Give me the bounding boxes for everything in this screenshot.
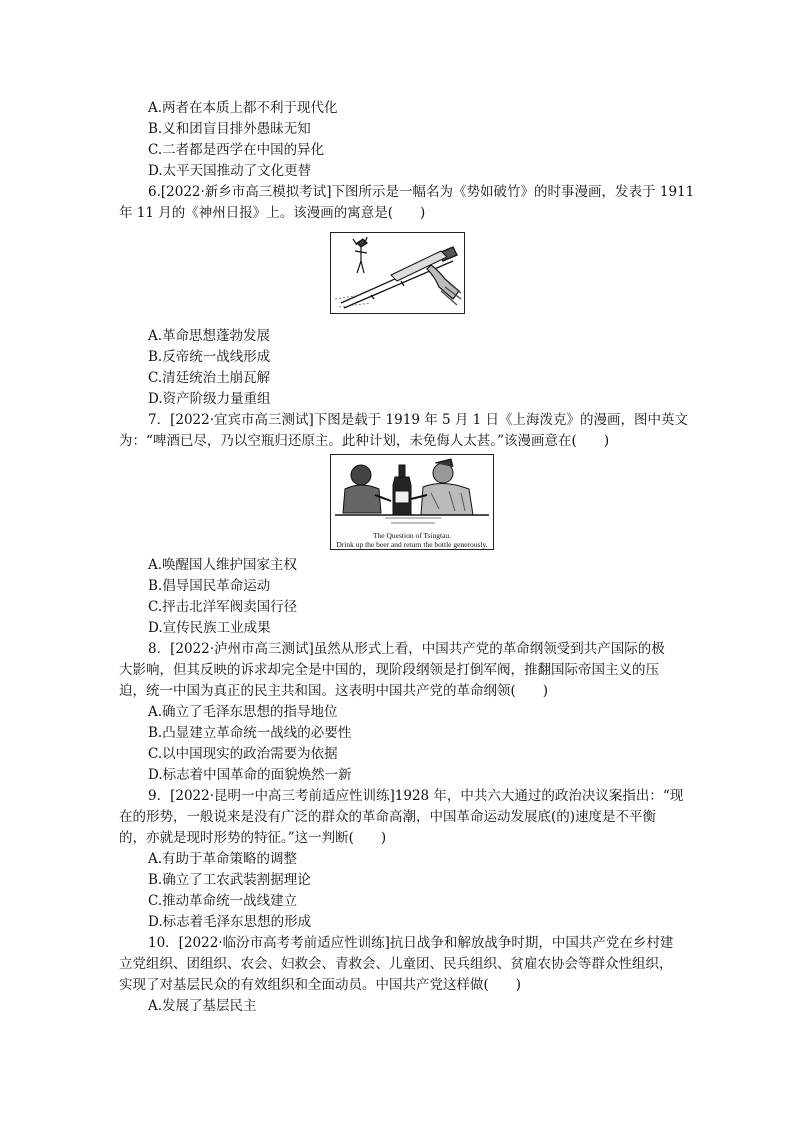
q8-option-a: A.确立了毛泽东思想的指导地位 bbox=[148, 704, 338, 720]
q8-stem-line3: 迫，统一中国为真正的民主共和国。这表明中国共产党的革命纲领( ) bbox=[119, 683, 549, 699]
q5-option-a: A.两者在本质上都不利于现代化 bbox=[148, 100, 338, 116]
q8-option-c: C.以中国现实的政治需要为依据 bbox=[148, 746, 338, 762]
q9-option-b: B.确立了工农武装割据理论 bbox=[148, 872, 311, 888]
q10-stem-line2: 立党组织、团组织、农会、妇救会、青救会、儿童团、民兵组织、贫雇农协会等群众性组织， bbox=[119, 956, 673, 972]
q7-option-c: C.抨击北洋军阀卖国行径 bbox=[148, 599, 298, 615]
q6-stem-line1: 6.[2022·新乡市高三模拟考试]下图所示是一幅名为《势如破竹》的时事漫画，发表于 1911 bbox=[148, 184, 695, 200]
q8-stem-line1: 8．[2022·泸州市高三测试]虽然从形式上看，中国共产党的革命纲领受到共产国际的极 bbox=[148, 641, 665, 657]
q7-cartoon-caption-line1: The Question of Tsingtau. bbox=[372, 531, 452, 540]
q9-option-d: D.标志着毛泽东思想的形成 bbox=[148, 914, 312, 930]
q8-option-b: B.凸显建立革命统一战线的必要性 bbox=[148, 725, 352, 741]
q7-cartoon-caption-line2: Drink up the beer and return the bottle generously. bbox=[336, 540, 488, 549]
bamboo-splitting-cartoon-icon bbox=[331, 233, 464, 313]
q5-option-d: D.太平天国推动了文化更替 bbox=[148, 163, 312, 179]
q9-stem-line3: 的，亦就是现时形势的特征。”这一判断( ) bbox=[119, 830, 387, 846]
q8-option-d: D.标志着中国革命的面貌焕然一新 bbox=[148, 767, 352, 783]
q7-cartoon-image bbox=[330, 454, 494, 550]
q6-cartoon-image bbox=[330, 232, 465, 314]
q10-option-a: A.发展了基层民主 bbox=[148, 998, 257, 1014]
q7-stem-line1: 7．[2022·宜宾市高三测试]下图是载于 1919 年 5 月 1 日《上海泼克》的漫画，图中英文 bbox=[148, 412, 689, 428]
q6-option-a: A.革命思想蓬勃发展 bbox=[148, 328, 271, 344]
q7-option-a: A.唤醒国人维护国家主权 bbox=[148, 557, 298, 573]
q9-option-a: A.有助于革命策略的调整 bbox=[148, 851, 298, 867]
q6-option-d: D.资产阶级力量重组 bbox=[148, 391, 271, 407]
q6-option-b: B.反帝统一战线形成 bbox=[148, 349, 271, 365]
q8-stem-line2: 大影响，但其反映的诉求却完全是中国的，现阶段纲领是打倒军阀，推翻国际帝国主义的压 bbox=[119, 662, 659, 678]
q10-stem-line1: 10．[2022·临汾市高考考前适应性训练]抗日战争和解放战争时期，中国共产党在乡村建 bbox=[148, 935, 674, 951]
q9-option-c: C.推动革命统一战线建立 bbox=[148, 893, 298, 909]
q7-option-b: B.倡导国民革命运动 bbox=[148, 578, 271, 594]
q7-stem-line2: 为：“啤酒已尽，乃以空瓶归还原主。此种计划，未免侮人太甚。”该漫画意在( ) bbox=[119, 433, 610, 449]
q9-stem-line1: 9．[2022·昆明一中高三考前适应性训练]1928 年，中共六大通过的政治决议案指出：“现 bbox=[148, 788, 684, 804]
tsingtao-cartoon-icon bbox=[331, 455, 493, 529]
q10-stem-line3: 实现了对基层民众的有效组织和全面动员。中国共产党这样做( ) bbox=[119, 977, 522, 993]
q6-option-c: C.清廷统治土崩瓦解 bbox=[148, 370, 271, 386]
q5-option-c: C.二者都是西学在中国的异化 bbox=[148, 142, 325, 158]
q6-stem-line2: 年 11 月的《神州日报》上。该漫画的寓意是( ) bbox=[119, 205, 426, 221]
q7-option-d: D.宣传民族工业成果 bbox=[148, 620, 271, 636]
q9-stem-line2: 在的形势，一般说来是没有广泛的群众的革命高潮，中国革命运动发展底(的)速度是不平衡 bbox=[119, 809, 657, 825]
q5-option-b: B.义和团盲目排外愚昧无知 bbox=[148, 121, 311, 137]
